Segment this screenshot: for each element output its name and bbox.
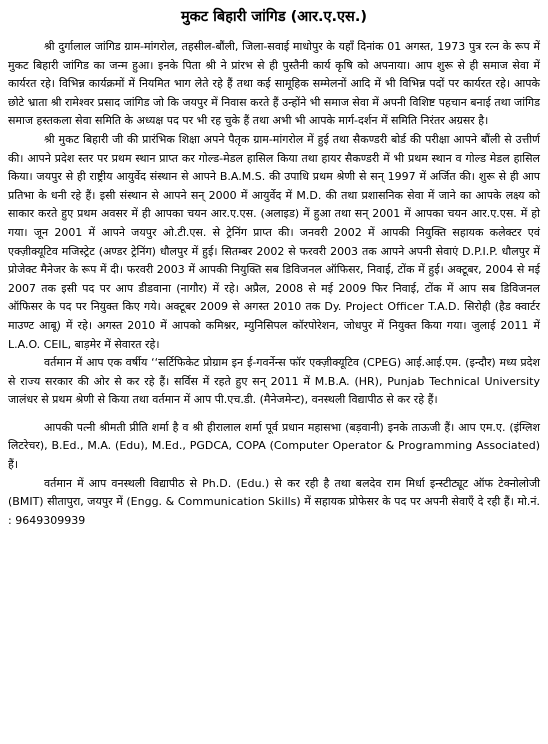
paragraph-current-study: वर्तमान में आप एक वर्षीय ‘‘सर्टिफिकेट प्रोग्राम इन ई-गवर्नेन्स फॉर एक्ज़ीक्यूटिव (CPEG) आई.आई.एम. (इन्दौर) मध्य प्रदेश से राज्य सरकार की ओर से कर रहे हैं। सर्विस में रहते हुए सन् 2011 में M.B.A. (HR), Punjab Technical University जालंधर से प्रथम श्रेणी से किया तथा वर्तमान में आप पी.एच.डी. (मैनेजमेन्ट), वनस्थली विद्यापीठ से कर रहे हैं।	[8, 356, 540, 407]
paragraph-family-background: श्री दुर्गालाल जांगिड ग्राम-मांगरोल, तहसील-बौंली, जिला-सवाई माधोपुर के यहाँ दिनांक 01 अगस्त, 1973 पुत्र रत्न के रूप में मुकट बिहारी जांगिड का जन्म हुआ। इनके पिता श्री ने प्रांरभ से ही पुस्तैनी कार्य कृषि को अपनाया। आप शुरू से ही समाज सेवा में कार्यरत रहे। विभिन्न कार्यक्रमों में नियमित भाग लेते रहे हैं तथा कई सामूहिक सम्मेलनों आदि में भी विभिन्न पदों पर कार्यरत रहे। आपके छोटे भ्राता श्री रामेश्वर प्रसाद जांगिड जो कि जयपुर में निवास करते हैं उन्होंने भी समाज सेवा में अपनी विशिष्ट पहचान बनाई तथा जांगिड समाज हस्तकला सेवा समिति के अध्यक्ष पद पर भी रह चुके हैं तथा अभी भी आपके मार्ग-दर्शन में समिति निरंतर अग्रसर है।	[8, 40, 540, 128]
page-title: मुकट बिहारी जांगिड (आर.ए.एस.)	[181, 9, 367, 25]
paragraph-spouse: आपकी पत्नी श्रीमती प्रीति शर्मा है व श्री हीरालाल शर्मा पूर्व प्रधान महासभा (बड़वानी) इनके ताऊजी हैं। आप एम.ए. (इंग्लिश लिटरेचर), B.Ed., M.A. (Edu), M.Ed., PGDCA, COPA (Computer Operator & Programming Associated) हैं।	[8, 420, 540, 472]
paragraph-spacer	[8, 410, 540, 419]
paragraph-education-career: श्री मुकट बिहारी जी की प्रारंभिक शिक्षा अपने पैतृक ग्राम-मांगरोल में हुई तथा सैकण्डरी बोर्ड की परीक्षा आपने बौंली से उत्तीर्ण की। आपने प्रदेश स्तर पर प्रथम स्थान प्राप्त कर गोल्ड-मेडल हासिल किया तथा हायर सैकण्डरी में भी प्रथम स्थान व गोल्ड मेडल हासिल किया। जयपुर से ही राष्ट्रीय आयुर्वेद संस्थान से आपने B.A.M.S. की उपाधि प्रथम श्रेणी से सन् 1997 में अर्जित की। शुरू से ही आप प्रतिभा के धनी रहे हैं। इसी संस्थान से आपने सन् 2000 में आयुर्वेद में M.D. की तथा प्रशासनिक सेवा में जाने का आपके लक्ष्य को साकार करते हुए प्रथम अवसर में ही आपका चयन आर.ए.एस. (अलाइड) में हुआ तथा सन् 2001 में आपका चयन आर.ए.एस. में हो गया। जून 2001 में आपने जयपुर ओ.टी.एस. से ट्रेनिंग प्राप्त की। जनवरी 2002 में आपकी नियुक्ति सहायक कलेक्टर एवं एक्ज़ीक्यूटिव मजिस्ट्रेट (अण्डर ट्रेनिंग) धौलपुर में हुई। सितम्बर 2002 से फरवरी 2003 तक आपने अपनी सेवाएं D.P.I.P. धौलपुर में प्रोजेक्ट मैनेजर के रूप में दी। फरवरी 2003 में आपकी नियुक्ति सब डिविजनल ऑफिसर, निवाई, टोंक में हुई। अक्टूबर, 2004 से मई 2007 तक इसी पद पर आप डीडवाना (नागौर) में रहे। अप्रैल, 2008 से मई 2009 फिर निवाई, टोंक में आप सब डिविजनल ऑफिसर के पद पर नियुक्त किए गये। अक्टूबर 2009 से अगस्त 2010 तक Dy. Project Officer T.A.D. सिरोही (हैड क्वार्टर माउण्ट आबू) में रहे। अगस्त 2010 में आपको कमिश्नर, म्युनिसिपल कॉरपोरेशन, जोधपुर में नियुक्त किया गया। जुलाई 2011 में L.A.O. CEIL, बाड़मेर में सेवारत रहे।	[8, 132, 540, 351]
paragraph-spouse-career: वर्तमान में आप वनस्थली विद्यापीठ से Ph.D. (Edu.) से कर रही है तथा बलदेव राम मिर्धा इन्स्टीट्यूट ऑफ टेक्नोलोजी (BMIT) सीतापुरा, जयपुर में (Engg. & Communication Skills) में सहायक प्रोफेसर के पद पर अपनी सेवाएँ दे रही हैं। मो.नं. : 9649309939	[8, 476, 540, 527]
